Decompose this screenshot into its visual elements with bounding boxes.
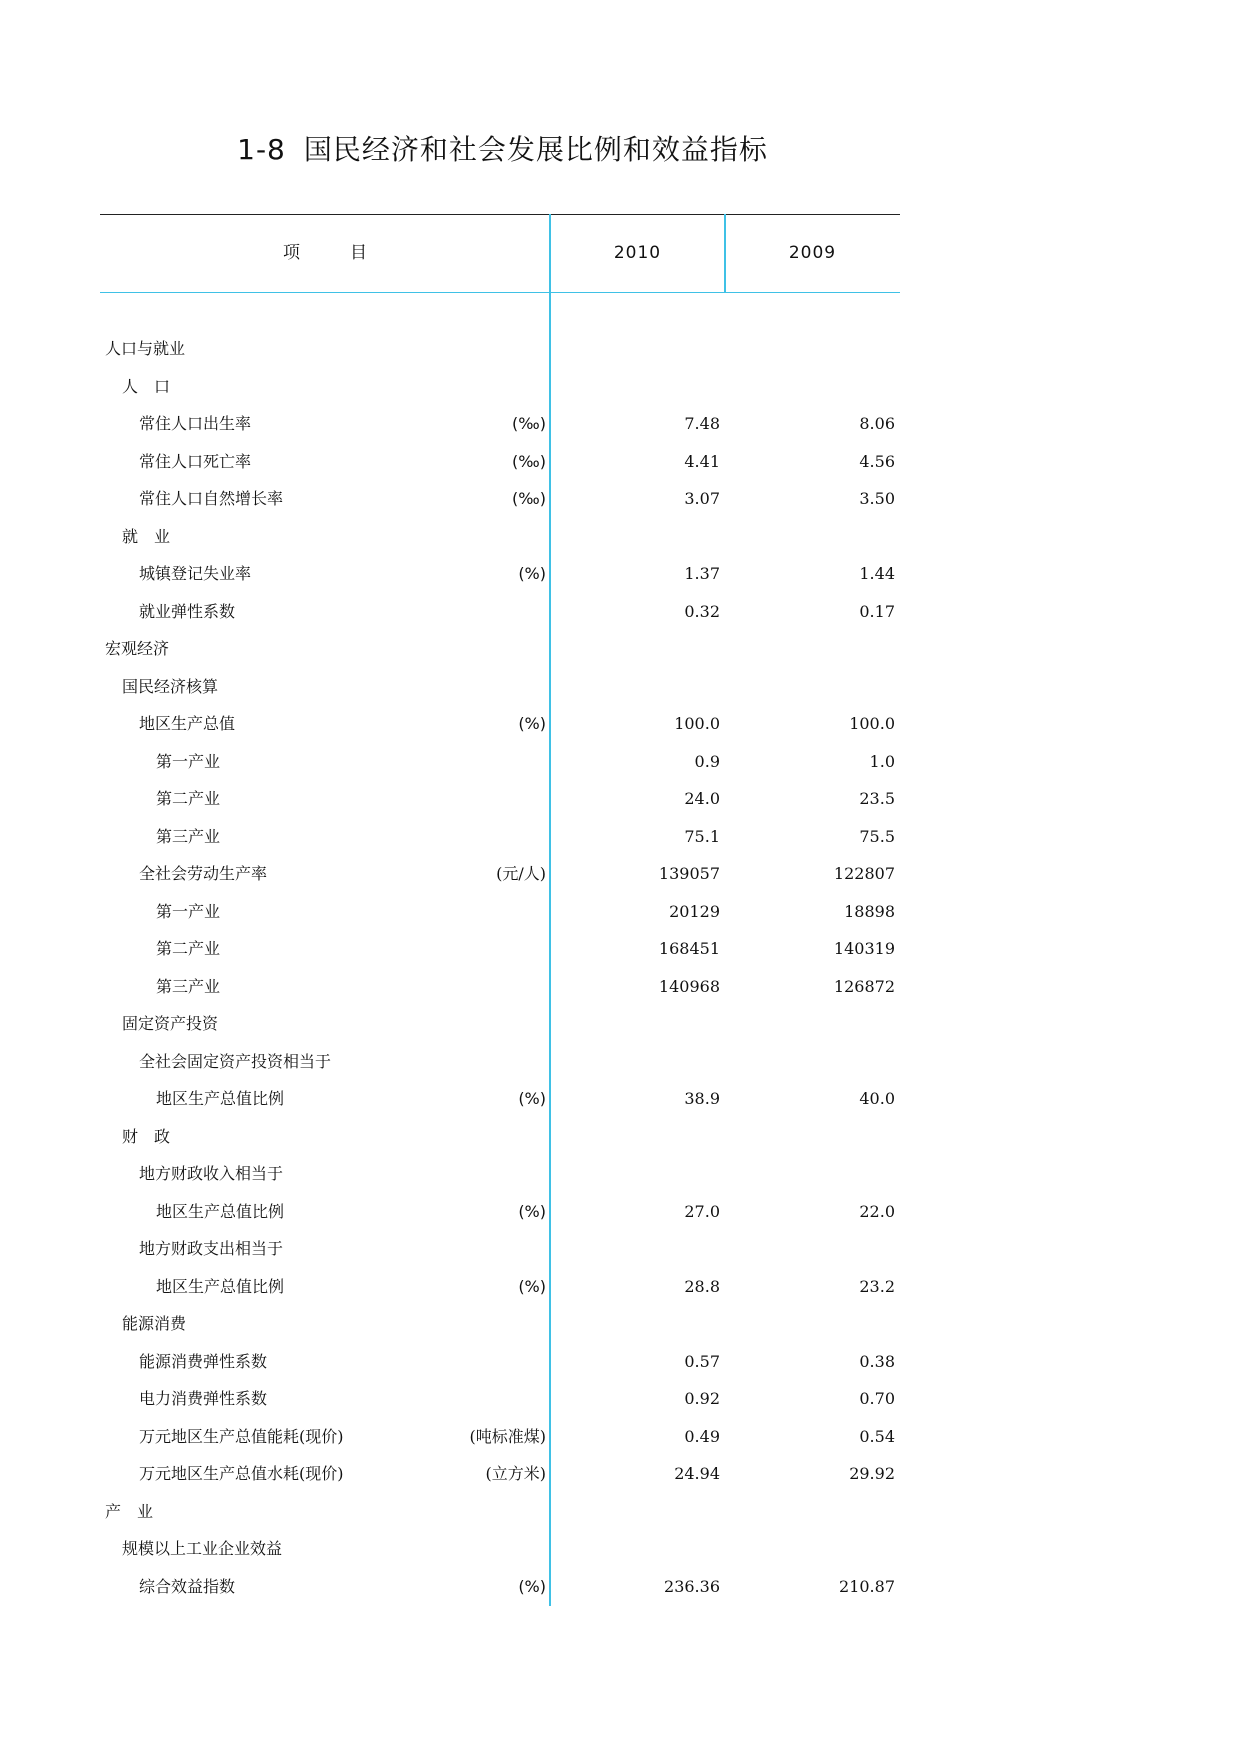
header-item: 项目 [283,243,417,263]
row-label: 能源消费 [122,1314,187,1333]
value-2010: 28.8 [684,1276,720,1296]
table-row [100,518,900,556]
value-2009: 8.06 [859,414,895,433]
row-unit: (‰) [512,489,546,508]
table-row [100,1530,900,1568]
value-2010: 27.0 [684,1201,720,1221]
table-row [100,555,900,593]
row-label: 地区生产总值比例 [156,1276,285,1296]
table-row [100,1493,900,1531]
row-label: 就业弹性系数 [139,601,236,621]
row-label: 宏观经济 [105,639,170,658]
header-divider [724,214,726,292]
row-label: 电力消费弹性系数 [139,1389,268,1408]
row-label: 第三产业 [156,976,221,996]
row-label: 全社会固定资产投资相当于 [139,1051,332,1071]
row-label: 第一产业 [156,901,221,921]
table-row [100,480,900,518]
row-unit: (元/人) [496,864,546,883]
value-2009: 122807 [833,864,895,883]
value-2010: 24.94 [674,1464,720,1483]
value-2010: 0.32 [684,601,720,621]
table-row [100,668,900,706]
row-label: 地方财政支出相当于 [139,1239,284,1258]
value-2009: 1.0 [869,751,895,771]
row-label: 城镇登记失业率 [139,564,252,583]
value-2009: 0.70 [859,1389,895,1408]
row-unit: (‰) [512,414,546,433]
value-2010: 24.0 [684,789,720,808]
header-year-2009: 2009 [788,243,837,263]
header-year-2010: 2010 [613,243,662,263]
value-2010: 4.41 [684,451,720,471]
value-2009: 18898 [844,901,895,921]
table-row [100,743,900,781]
row-unit: (%) [518,1276,546,1296]
value-2009: 0.38 [859,1351,895,1371]
value-2009: 100.0 [849,714,895,733]
value-2010: 0.9 [694,751,720,771]
table-row [100,330,900,368]
table-row [100,705,900,743]
value-2009: 0.54 [859,1426,895,1446]
table-row [100,855,900,893]
value-2010: 140968 [658,976,720,996]
row-unit: (%) [518,1576,546,1596]
value-2010: 1.37 [684,564,720,583]
row-unit: (%) [518,1089,546,1108]
page-title [0,128,1005,168]
row-label: 万元地区生产总值能耗(现价) [139,1426,344,1446]
row-unit: (%) [518,714,546,733]
table-row [100,368,900,406]
table-row [100,1155,900,1193]
value-2010: 0.57 [684,1351,720,1371]
table-row [100,443,900,481]
row-label: 国民经济核算 [122,676,219,696]
header-rule [100,292,900,293]
table-row [100,1418,900,1456]
row-label: 万元地区生产总值水耗(现价) [139,1464,344,1483]
row-label: 产 业 [105,1501,154,1521]
table-row [100,1118,900,1156]
table-row [100,405,900,443]
value-2009: 1.44 [859,564,895,583]
value-2009: 126872 [833,976,895,996]
row-label: 常住人口死亡率 [139,451,252,471]
row-unit: (%) [518,1201,546,1221]
value-2009: 0.17 [859,601,895,621]
table-row [100,1455,900,1493]
value-2009: 29.92 [849,1464,895,1483]
row-label: 第三产业 [156,826,221,846]
row-unit: (立方米) [485,1464,546,1483]
row-label: 第二产业 [156,939,221,958]
table-row [100,1080,900,1118]
row-label: 全社会劳动生产率 [139,864,268,883]
row-label: 综合效益指数 [139,1576,236,1596]
row-label: 就 业 [122,526,171,546]
row-label: 能源消费弹性系数 [139,1351,268,1371]
row-label: 常住人口出生率 [139,414,252,433]
table-row [100,930,900,968]
table-row [100,1380,900,1418]
value-2009: 210.87 [839,1576,895,1596]
row-label: 地区生产总值比例 [156,1089,285,1108]
table-row [100,1043,900,1081]
value-2010: 168451 [658,939,720,958]
row-label: 地方财政收入相当于 [139,1164,284,1183]
value-2010: 75.1 [684,826,720,846]
value-2009: 3.50 [859,489,895,508]
value-2009: 4.56 [859,451,895,471]
row-label: 规模以上工业企业效益 [122,1539,283,1558]
row-unit: (%) [518,564,546,583]
value-2010: 236.36 [664,1576,720,1596]
row-unit: (‰) [512,451,546,471]
table-row [100,593,900,631]
table-row [100,893,900,931]
value-2009: 22.0 [859,1201,895,1221]
table-row [100,1568,900,1606]
value-2010: 20129 [669,901,720,921]
row-label: 第二产业 [156,789,221,808]
value-2009: 23.2 [859,1276,895,1296]
table-row [100,1268,900,1306]
table-row [100,1305,900,1343]
row-label: 地区生产总值比例 [156,1201,285,1221]
table-row [100,630,900,668]
table-row [100,1193,900,1231]
value-2010: 7.48 [684,414,720,433]
table-row [100,1343,900,1381]
table-body [100,330,900,1605]
row-label: 财 政 [122,1126,171,1146]
value-2009: 40.0 [859,1089,895,1108]
table-row [100,1005,900,1043]
row-label: 第一产业 [156,751,221,771]
value-2010: 0.49 [684,1426,720,1446]
table-row [100,818,900,856]
table-row [100,968,900,1006]
value-2010: 38.9 [684,1089,720,1108]
value-2010: 100.0 [674,714,720,733]
row-label: 常住人口自然增长率 [139,489,284,508]
row-unit: (吨标准煤) [469,1426,546,1446]
row-label: 地区生产总值 [139,714,236,733]
value-2009: 140319 [833,939,895,958]
value-2009: 75.5 [859,826,895,846]
row-label: 人 口 [122,376,171,396]
row-label: 固定资产投资 [122,1014,219,1033]
table-code: 1-8 [237,133,286,166]
value-2010: 3.07 [684,489,720,508]
table-title: 国民经济和社会发展比例和效益指标 [303,133,768,166]
value-2010: 0.92 [684,1389,720,1408]
row-label: 人口与就业 [105,339,186,358]
table-row [100,1230,900,1268]
value-2009: 23.5 [859,789,895,808]
value-2010: 139057 [658,864,720,883]
table-row [100,780,900,818]
